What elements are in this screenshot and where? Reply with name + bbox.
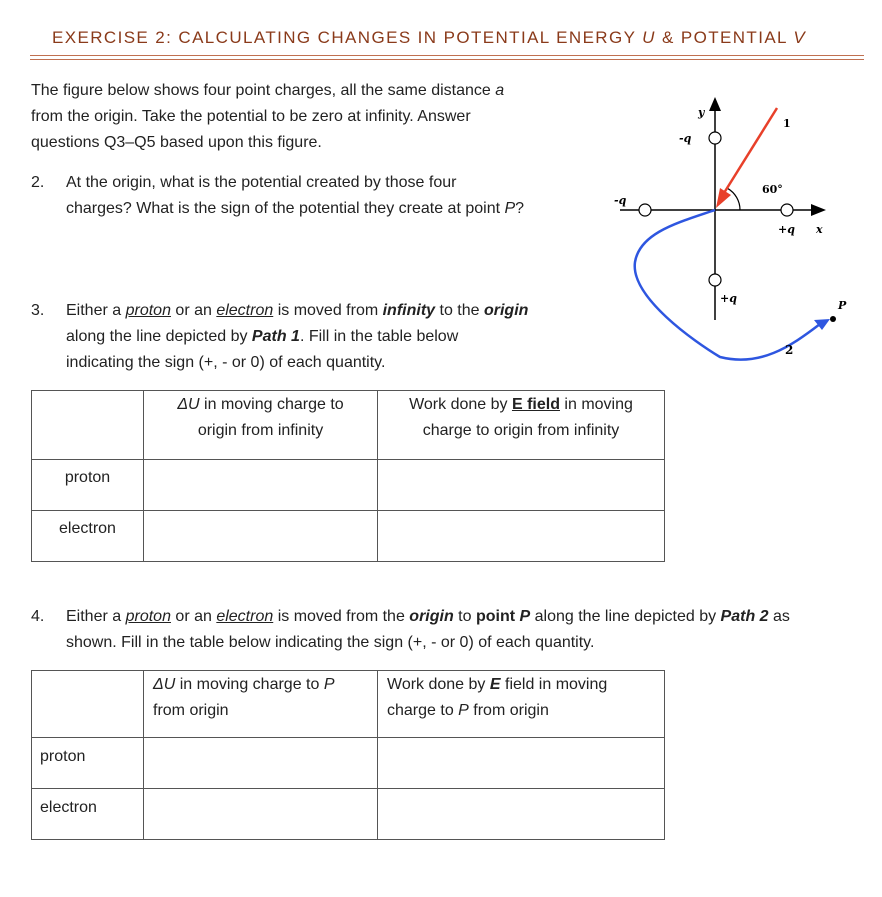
- point-p: [830, 316, 836, 322]
- table-q4-row-proton-label: proton: [32, 738, 144, 789]
- table-q3-electron-work-cell[interactable]: [378, 511, 665, 562]
- charge-bottom-label: +q: [720, 292, 737, 305]
- table-q3-header-delta-u: ΔU in moving charge to origin from infinity: [144, 391, 378, 460]
- y-axis-arrow-icon: [709, 97, 721, 111]
- angle-arc: [728, 188, 741, 210]
- question-3: 3. Either a proton or an electron is moved from infinity to the origin along the line depicted by Path 1. Fill in the table below indicating the sign (+, - or 0) of each quantity.: [31, 302, 529, 371]
- path-2-label: 2: [785, 343, 794, 357]
- exercise-title: EXERCISE 2: CALCULATING CHANGES IN POTENTIAL ENERGY U & POTENTIAL V: [52, 28, 807, 47]
- charge-left-label: -q: [614, 194, 627, 207]
- point-p-label: P: [838, 299, 847, 312]
- table-q4-electron-work-cell[interactable]: [378, 789, 665, 840]
- table-q3-header-work: Work done by E field in moving charge to origin from infinity: [378, 391, 665, 460]
- table-q4: [31, 670, 665, 840]
- title-rule-thin: [30, 59, 864, 60]
- charge-left: [639, 204, 651, 216]
- x-axis-label: x: [816, 223, 823, 236]
- angle-label: 60°: [762, 183, 783, 196]
- title-rule: [30, 55, 864, 56]
- charge-right: [781, 204, 793, 216]
- charge-bottom: [709, 274, 721, 286]
- x-axis-arrow-icon: [811, 204, 826, 216]
- path-1-label: 1: [783, 117, 791, 130]
- question-4: 4. Either a proton or an electron is moved from the origin to point P along the line depicted by Path 2 as shown. Fill in the table below indicating the sign (+, - or 0) of each quantity.: [31, 608, 790, 651]
- charge-top-label: -q: [679, 132, 692, 145]
- intro-paragraph: The figure below shows four point charges, all the same distance a from the origin. Take the potential to be zero at infinity. Answer questions Q3–Q5 based upon this figure.: [31, 82, 505, 151]
- table-q3-corner: [32, 391, 144, 460]
- table-q3: [31, 390, 665, 562]
- table-q4-row-electron-label: electron: [32, 789, 144, 840]
- charge-right-label: +q: [778, 223, 795, 236]
- question-2: 2. At the origin, what is the potential created by those four charges? What is the sign of the potential they create at point P?: [31, 174, 525, 217]
- table-q4-header-delta-u: ΔU in moving charge to P from origin: [144, 671, 378, 738]
- table-q4-header-work: Work done by E field in moving charge to P from origin: [378, 671, 665, 738]
- table-q3-row-electron-label: electron: [32, 511, 144, 562]
- table-q4-proton-delta-u-cell[interactable]: [144, 738, 378, 789]
- table-q4-proton-work-cell[interactable]: [378, 738, 665, 789]
- path-1-line: [724, 108, 777, 193]
- table-q3-proton-work-cell[interactable]: [378, 460, 665, 511]
- charge-top: [709, 132, 721, 144]
- path-1-arrow-icon: [716, 188, 731, 208]
- table-q3-row-proton-label: proton: [32, 460, 144, 511]
- charge-figure: [600, 92, 870, 372]
- table-q4-corner: [32, 671, 144, 738]
- table-q3-electron-delta-u-cell[interactable]: [144, 511, 378, 562]
- y-axis-label: y: [698, 106, 705, 119]
- table-q3-proton-delta-u-cell[interactable]: [144, 460, 378, 511]
- path-2-arrow-icon: [814, 319, 830, 330]
- table-q4-electron-delta-u-cell[interactable]: [144, 789, 378, 840]
